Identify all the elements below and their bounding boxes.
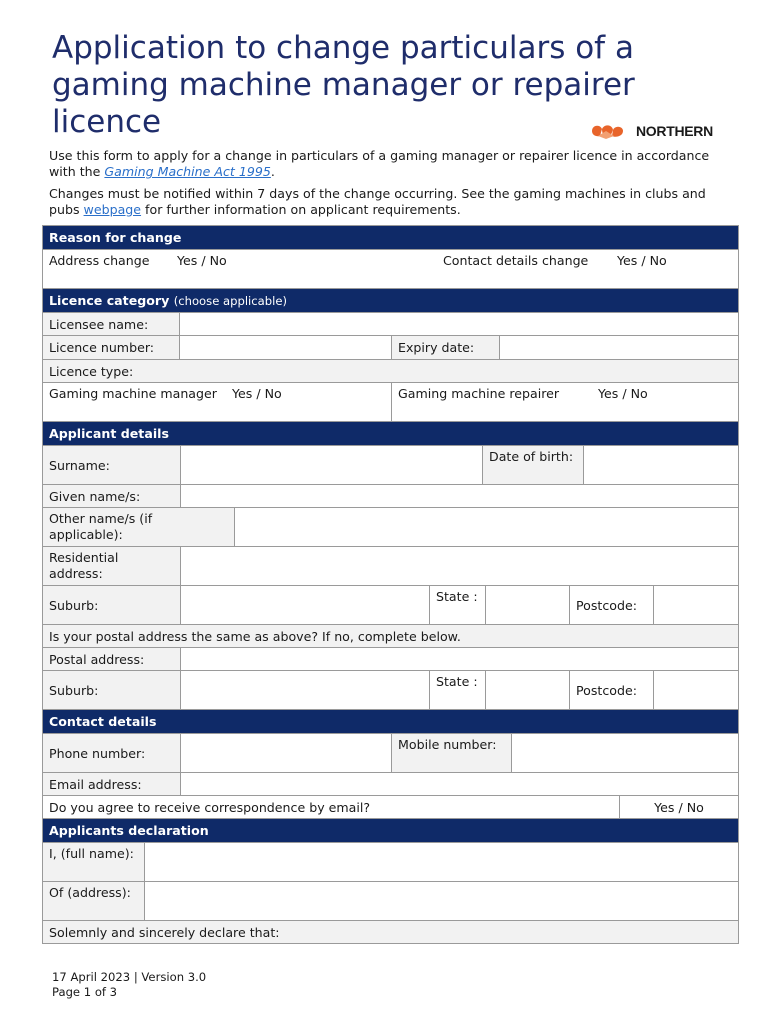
address-change-label: Address change — [43, 250, 171, 288]
given-names-field[interactable] — [180, 485, 738, 507]
given-names-label: Given name/s: — [43, 485, 180, 507]
phone-number-label: Phone number: — [43, 734, 180, 772]
date-of-birth-field[interactable] — [583, 446, 738, 484]
northern-territory-logo — [590, 122, 713, 140]
suburb-field[interactable] — [180, 586, 429, 624]
residential-address-row — [43, 546, 738, 585]
licence-type-options-row — [43, 382, 738, 421]
intro-paragraph-1 — [49, 148, 729, 180]
state-label: State : — [429, 586, 485, 624]
postal-postcode-field[interactable] — [653, 671, 738, 709]
of-address-label: Of (address): — [43, 882, 144, 920]
email-address-label: Email address: — [43, 773, 180, 795]
full-name-label: I, (full name): — [43, 843, 144, 881]
reason-row — [43, 249, 738, 288]
gaming-machine-repairer-label: Gaming machine repairer — [391, 383, 592, 421]
licence-number-label: Licence number: — [43, 336, 179, 359]
residential-address-field[interactable] — [180, 547, 738, 585]
declaration-statement: Solemnly and sincerely declare that: — [43, 921, 738, 943]
other-names-row — [43, 507, 738, 546]
address-change-yes-no[interactable]: Yes / No — [177, 253, 227, 268]
postcode-field[interactable] — [653, 586, 738, 624]
surname-field[interactable] — [180, 446, 482, 484]
intro-text: Changes must be notified within 7 days of the change occurring. See the gaming machines in clubs and pubs — [49, 186, 706, 217]
application-form — [42, 225, 739, 944]
postal-address-question: Is your postal address the same as above? If no, complete below. — [43, 625, 738, 647]
postal-address-row — [43, 647, 738, 670]
mobile-number-field[interactable] — [511, 734, 738, 772]
email-consent-yes-no[interactable]: Yes / No — [619, 796, 738, 818]
postal-state-label: State : — [429, 671, 485, 709]
intro-text-end: . — [270, 164, 275, 179]
email-consent-question: Do you agree to receive correspondence by email? — [49, 799, 371, 815]
gaming-machine-repairer-yes-no[interactable]: Yes / No — [598, 386, 648, 401]
postal-suburb-row — [43, 670, 738, 709]
state-field[interactable] — [485, 586, 569, 624]
expiry-date-field[interactable] — [499, 336, 738, 359]
email-address-field[interactable] — [180, 773, 738, 795]
postal-question-row — [43, 624, 738, 647]
date-of-birth-label: Date of birth: — [482, 446, 583, 484]
licence-number-row — [43, 335, 738, 359]
surname-row — [43, 445, 738, 484]
section-licence-category: Licence category (choose applicable) — [43, 288, 738, 312]
webpage-link[interactable]: webpage — [83, 202, 142, 217]
intro-text: Use this form to apply for a change in particulars of a gaming manager or repairer licence in accordance with the — [49, 148, 710, 179]
given-names-row — [43, 484, 738, 507]
other-names-field[interactable] — [234, 508, 738, 546]
email-row — [43, 772, 738, 795]
of-address-field[interactable] — [144, 882, 738, 920]
intro-text-end: for further information on applicant requirements. — [141, 202, 461, 217]
mobile-number-label: Mobile number: — [391, 734, 511, 772]
postal-address-label: Postal address: — [43, 648, 180, 670]
licence-number-field[interactable] — [179, 336, 391, 359]
contact-details-change-label: Contact details change — [443, 253, 589, 268]
section-applicant-details: Applicant details — [43, 421, 738, 445]
surname-label: Surname: — [43, 446, 180, 484]
logo-text: NORTHERN — [636, 123, 713, 139]
postal-suburb-field[interactable] — [180, 671, 429, 709]
page-number: Page 1 of 3 — [52, 985, 118, 999]
nt-emblem-icon — [590, 122, 632, 140]
postal-suburb-label: Suburb: — [43, 671, 180, 709]
postal-postcode-label: Postcode: — [569, 671, 653, 709]
gaming-machine-manager-yes-no[interactable]: Yes / No — [232, 386, 282, 401]
licensee-name-field[interactable] — [179, 313, 738, 335]
gaming-machine-manager-label: Gaming machine manager — [49, 386, 217, 401]
full-name-row — [43, 842, 738, 881]
other-names-label: Other name/s (if applicable): — [43, 508, 234, 546]
postal-state-field[interactable] — [485, 671, 569, 709]
section-applicants-declaration: Applicants declaration — [43, 818, 738, 842]
residential-address-label: Residential address: — [43, 547, 180, 585]
phone-number-field[interactable] — [180, 734, 391, 772]
licence-type-label: Licence type: — [43, 360, 738, 382]
licensee-name-row — [43, 312, 738, 335]
postcode-label: Postcode: — [569, 586, 653, 624]
phone-row — [43, 733, 738, 772]
declaration-statement-row — [43, 920, 738, 943]
version-info: 17 April 2023 | Version 3.0 — [52, 970, 207, 984]
section-reason-for-change: Reason for change — [43, 225, 738, 249]
licence-type-row — [43, 359, 738, 382]
suburb-label: Suburb: — [43, 586, 180, 624]
page-footer — [52, 970, 206, 1000]
of-address-row — [43, 881, 738, 920]
suburb-row — [43, 585, 738, 624]
email-consent-row — [43, 795, 738, 818]
contact-details-change-yes-no[interactable]: Yes / No — [617, 253, 667, 268]
full-name-field[interactable] — [144, 843, 738, 881]
page-title: Application to change particulars of a gaming machine manager or repairer licence — [52, 30, 635, 140]
postal-address-field[interactable] — [180, 648, 738, 670]
section-contact-details: Contact details — [43, 709, 738, 733]
gaming-machine-act-link[interactable]: Gaming Machine Act 1995 — [104, 164, 271, 179]
intro-paragraph-2 — [49, 186, 729, 218]
expiry-date-label: Expiry date: — [391, 336, 499, 359]
licensee-name-label: Licensee name: — [43, 313, 179, 335]
